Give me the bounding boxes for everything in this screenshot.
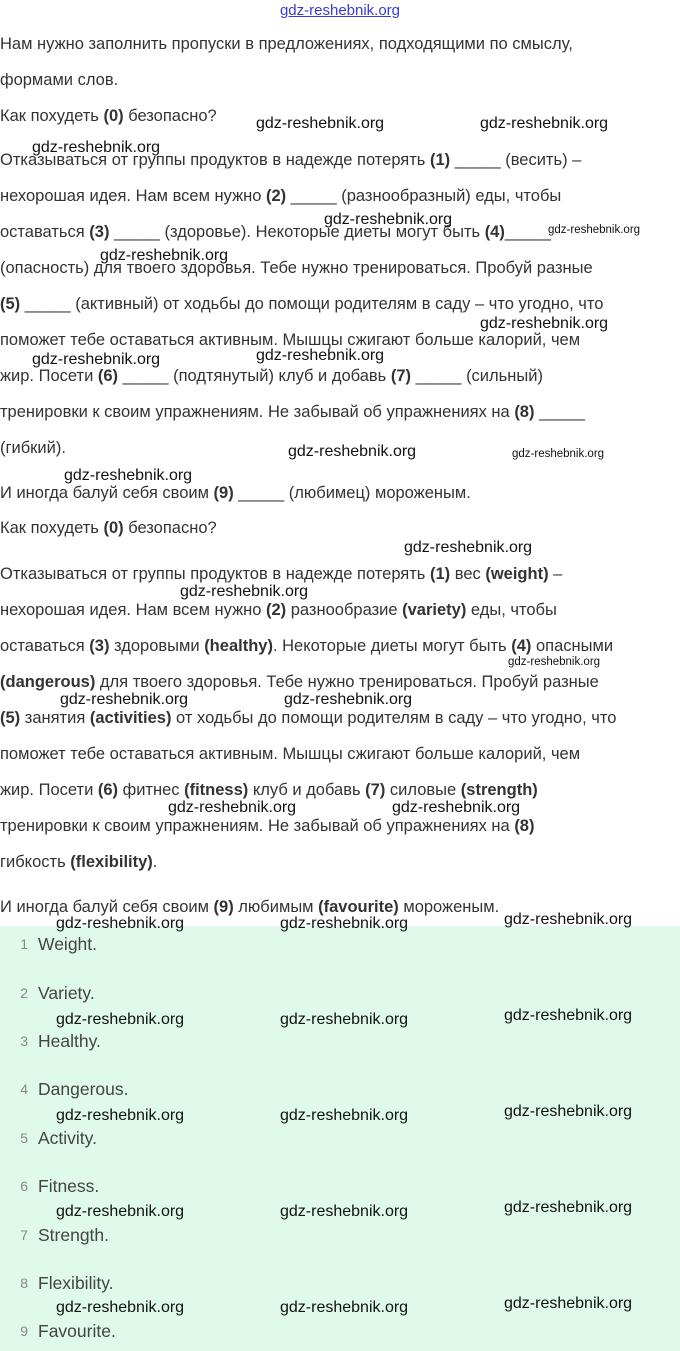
answer-item [0,1316,116,1346]
watermark: gdz-reshebnik.org [280,1107,409,1124]
answer-number: 4 [20,1081,28,1097]
watermark: gdz-reshebnik.org [324,211,453,228]
bold-token: (9) [213,898,234,916]
watermark: gdz-reshebnik.org [504,1295,633,1312]
watermark: gdz-reshebnik.org [280,1011,409,1028]
text-segment: _____ (подтянутый) клуб и добавь [118,367,391,385]
bold-token: (fitness) [184,781,249,799]
watermark: gdz-reshebnik.org [480,315,609,332]
text-segment: здоровыми [109,637,205,655]
bold-token: (1) [429,565,451,583]
bold-token: (strength) [460,781,538,799]
text-segment: _____ (активный) от ходьбы до помощи родителям в саду – что угодно, что [20,295,604,313]
text-segment: тренировки к своим упражнениям. Не забывай об упражнениях на [0,403,515,421]
text-segment: Отказываться от группы продуктов в надежде потерять [0,151,430,169]
answer-number: 3 [20,1033,28,1049]
bold-token: (variety) [402,601,467,619]
watermark: gdz-reshebnik.org [288,443,417,460]
answer-text: Dangerous. [38,1078,129,1099]
answer-item [0,1268,114,1298]
answer-number: 8 [20,1275,28,1291]
answer-text: Flexibility. [38,1272,114,1293]
text-segment: любимым [233,898,319,916]
text-segment: безопасно? [123,107,217,125]
solution-line [0,808,680,844]
bold-token: (9) [213,484,234,502]
text-segment: Как похудеть [0,107,104,125]
text-segment: . [152,853,158,871]
bold-token: (8) [514,817,535,835]
watermark: gdz-reshebnik.org [284,691,413,708]
watermark: gdz-reshebnik.org [32,351,161,368]
watermark: gdz-reshebnik.org [64,467,193,484]
watermark: gdz-reshebnik.org [180,583,309,600]
text-segment: разнообразие [286,601,403,619]
text-segment: оставаться [0,637,90,655]
answer-number: 6 [20,1178,28,1194]
text-segment: Как похудеть [0,519,104,537]
watermark: gdz-reshebnik.org [32,139,161,156]
bold-token: (5) [0,295,21,313]
answer-text: Activity. [38,1127,97,1148]
solution-line [0,592,680,628]
text-segment: – [548,565,563,583]
watermark: gdz-reshebnik.org [280,915,409,932]
solution-line [0,736,680,772]
watermark: gdz-reshebnik.org [256,115,385,132]
bold-token: (7) [365,781,386,799]
site-link[interactable]: gdz-reshebnik.org [279,2,401,19]
watermark: gdz-reshebnik.org [60,691,189,708]
text-segment: Отказываться от группы продуктов в надежде потерять [0,565,430,583]
bold-token: (6) [97,781,119,799]
watermark: gdz-reshebnik.org [504,1199,633,1216]
text-segment: нехорошая идея. Нам всем нужно [0,601,266,619]
bold-token: (8) [514,403,535,421]
text-segment: . Некоторые диеты могут быть [272,637,512,655]
answer-item [0,929,97,959]
watermark: gdz-reshebnik.org [280,1203,409,1220]
bold-token: (healthy) [204,637,273,655]
text-segment: _____ [534,403,585,421]
text-segment: (гибкий). [0,439,66,457]
watermark: gdz-reshebnik.org [56,1011,185,1028]
answer-number: 9 [20,1323,28,1339]
task-intro-line2: формами слов. [0,71,119,89]
bold-token: (5) [0,709,21,727]
solution-line [0,844,680,880]
text-segment: поможет тебе оставаться активным. Мышцы сжигают больше калорий, чем [0,745,581,763]
text-segment: _____ (любимец) мороженым. [233,484,471,502]
bold-token: (activities) [89,709,172,727]
bold-token: (0) [103,107,124,125]
answer-item [0,1026,101,1056]
watermark: gdz-reshebnik.org [168,799,297,816]
text-segment: И иногда балуй себя своим [0,898,214,916]
watermark: gdz-reshebnik.org [56,1107,185,1124]
answer-item [0,978,95,1008]
text-segment: _____ (здоровье). Некоторые диеты могут быть [109,223,485,241]
answer-number: 2 [20,985,28,1001]
text-segment: оставаться [0,223,90,241]
text-segment: гибкость [0,853,71,871]
answer-text: Favourite. [38,1320,116,1341]
solution-line [0,510,680,546]
text-segment: опасными [531,637,614,655]
watermark: gdz-reshebnik.org [100,247,229,264]
watermark: gdz-reshebnik.org [56,1299,185,1316]
watermark: gdz-reshebnik.org [508,656,601,668]
answer-text: Healthy. [38,1030,101,1051]
text-segment: поможет тебе оставаться активным. Мышцы сжигают больше калорий, чем [0,331,581,349]
bold-token: (7) [390,367,412,385]
watermark: gdz-reshebnik.org [256,347,385,364]
bold-token: (2) [266,187,287,205]
text-segment: _____ (разнообразный) еды, чтобы [286,187,562,205]
text-segment: силовые [385,781,461,799]
text-segment: жир. Посети [0,367,98,385]
watermark: gdz-reshebnik.org [404,539,533,556]
answer-panel [0,926,680,1351]
bold-token: (0) [103,519,124,537]
exercise-line [0,178,680,214]
text-segment: нехорошая идея. Нам всем нужно [0,187,266,205]
answer-item [0,1171,99,1201]
bold-token: (6) [97,367,119,385]
text-segment: еды, чтобы [466,601,557,619]
text-segment: мороженым. [398,898,500,916]
task-intro-line1: Нам нужно заполнить пропуски в предложениях, подходящими по смыслу, [0,35,573,53]
bold-token: (favourite) [318,898,399,916]
text-segment: И иногда балуй себя своим [0,484,214,502]
text-segment: для твоего здоровья. Тебе нужно тренироваться. Пробуй разные [95,673,599,691]
watermark: gdz-reshebnik.org [504,911,633,928]
bold-token: (4) [511,637,532,655]
bold-token: (weight) [485,565,549,583]
text-segment: жир. Посети [0,781,98,799]
answer-text: Variety. [38,982,95,1003]
watermark: gdz-reshebnik.org [504,1007,633,1024]
answer-text: Weight. [38,933,98,954]
bold-token: (3) [89,637,110,655]
text-segment: от ходьбы до помощи родителям в саду – что угодно, что [171,709,617,727]
text-segment: тренировки к своим упражнениям. Не забывай об упражнениях на [0,817,515,835]
text-segment: _____ [504,223,551,241]
text-segment: (опасность) для твоего здоровья. Тебе нужно тренироваться. Пробуй разные [0,259,593,277]
watermark: gdz-reshebnik.org [392,799,521,816]
bold-token: (1) [429,151,451,169]
answer-number: 1 [20,936,28,952]
text-segment: безопасно? [123,519,217,537]
watermark: gdz-reshebnik.org [480,115,609,132]
bold-token: (4) [484,223,505,241]
answer-number: 5 [20,1130,28,1146]
answer-item [0,1074,128,1104]
answer-item [0,1220,109,1250]
answer-item [0,1123,97,1153]
bold-token: (3) [89,223,110,241]
bold-token: (flexibility) [70,853,153,871]
bold-token: (2) [266,601,287,619]
watermark: gdz-reshebnik.org [504,1103,633,1120]
watermark: gdz-reshebnik.org [56,915,185,932]
solution-line [0,772,680,808]
text-segment: _____ (весить) – [450,151,582,169]
text-segment: вес [450,565,486,583]
answer-text: Fitness. [38,1175,100,1196]
watermark: gdz-reshebnik.org [512,448,605,460]
exercise-line [0,394,680,430]
answer-text: Strength. [38,1224,110,1245]
watermark: gdz-reshebnik.org [56,1203,185,1220]
watermark: gdz-reshebnik.org [548,224,641,236]
text-segment: фитнес [118,781,185,799]
watermark: gdz-reshebnik.org [280,1299,409,1316]
text-segment: клуб и добавь [248,781,366,799]
answer-number: 7 [20,1227,28,1243]
bold-token: (dangerous) [0,673,96,691]
text-segment: занятия [20,709,90,727]
text-segment: _____ (сильный) [411,367,543,385]
solution-line [0,556,680,592]
